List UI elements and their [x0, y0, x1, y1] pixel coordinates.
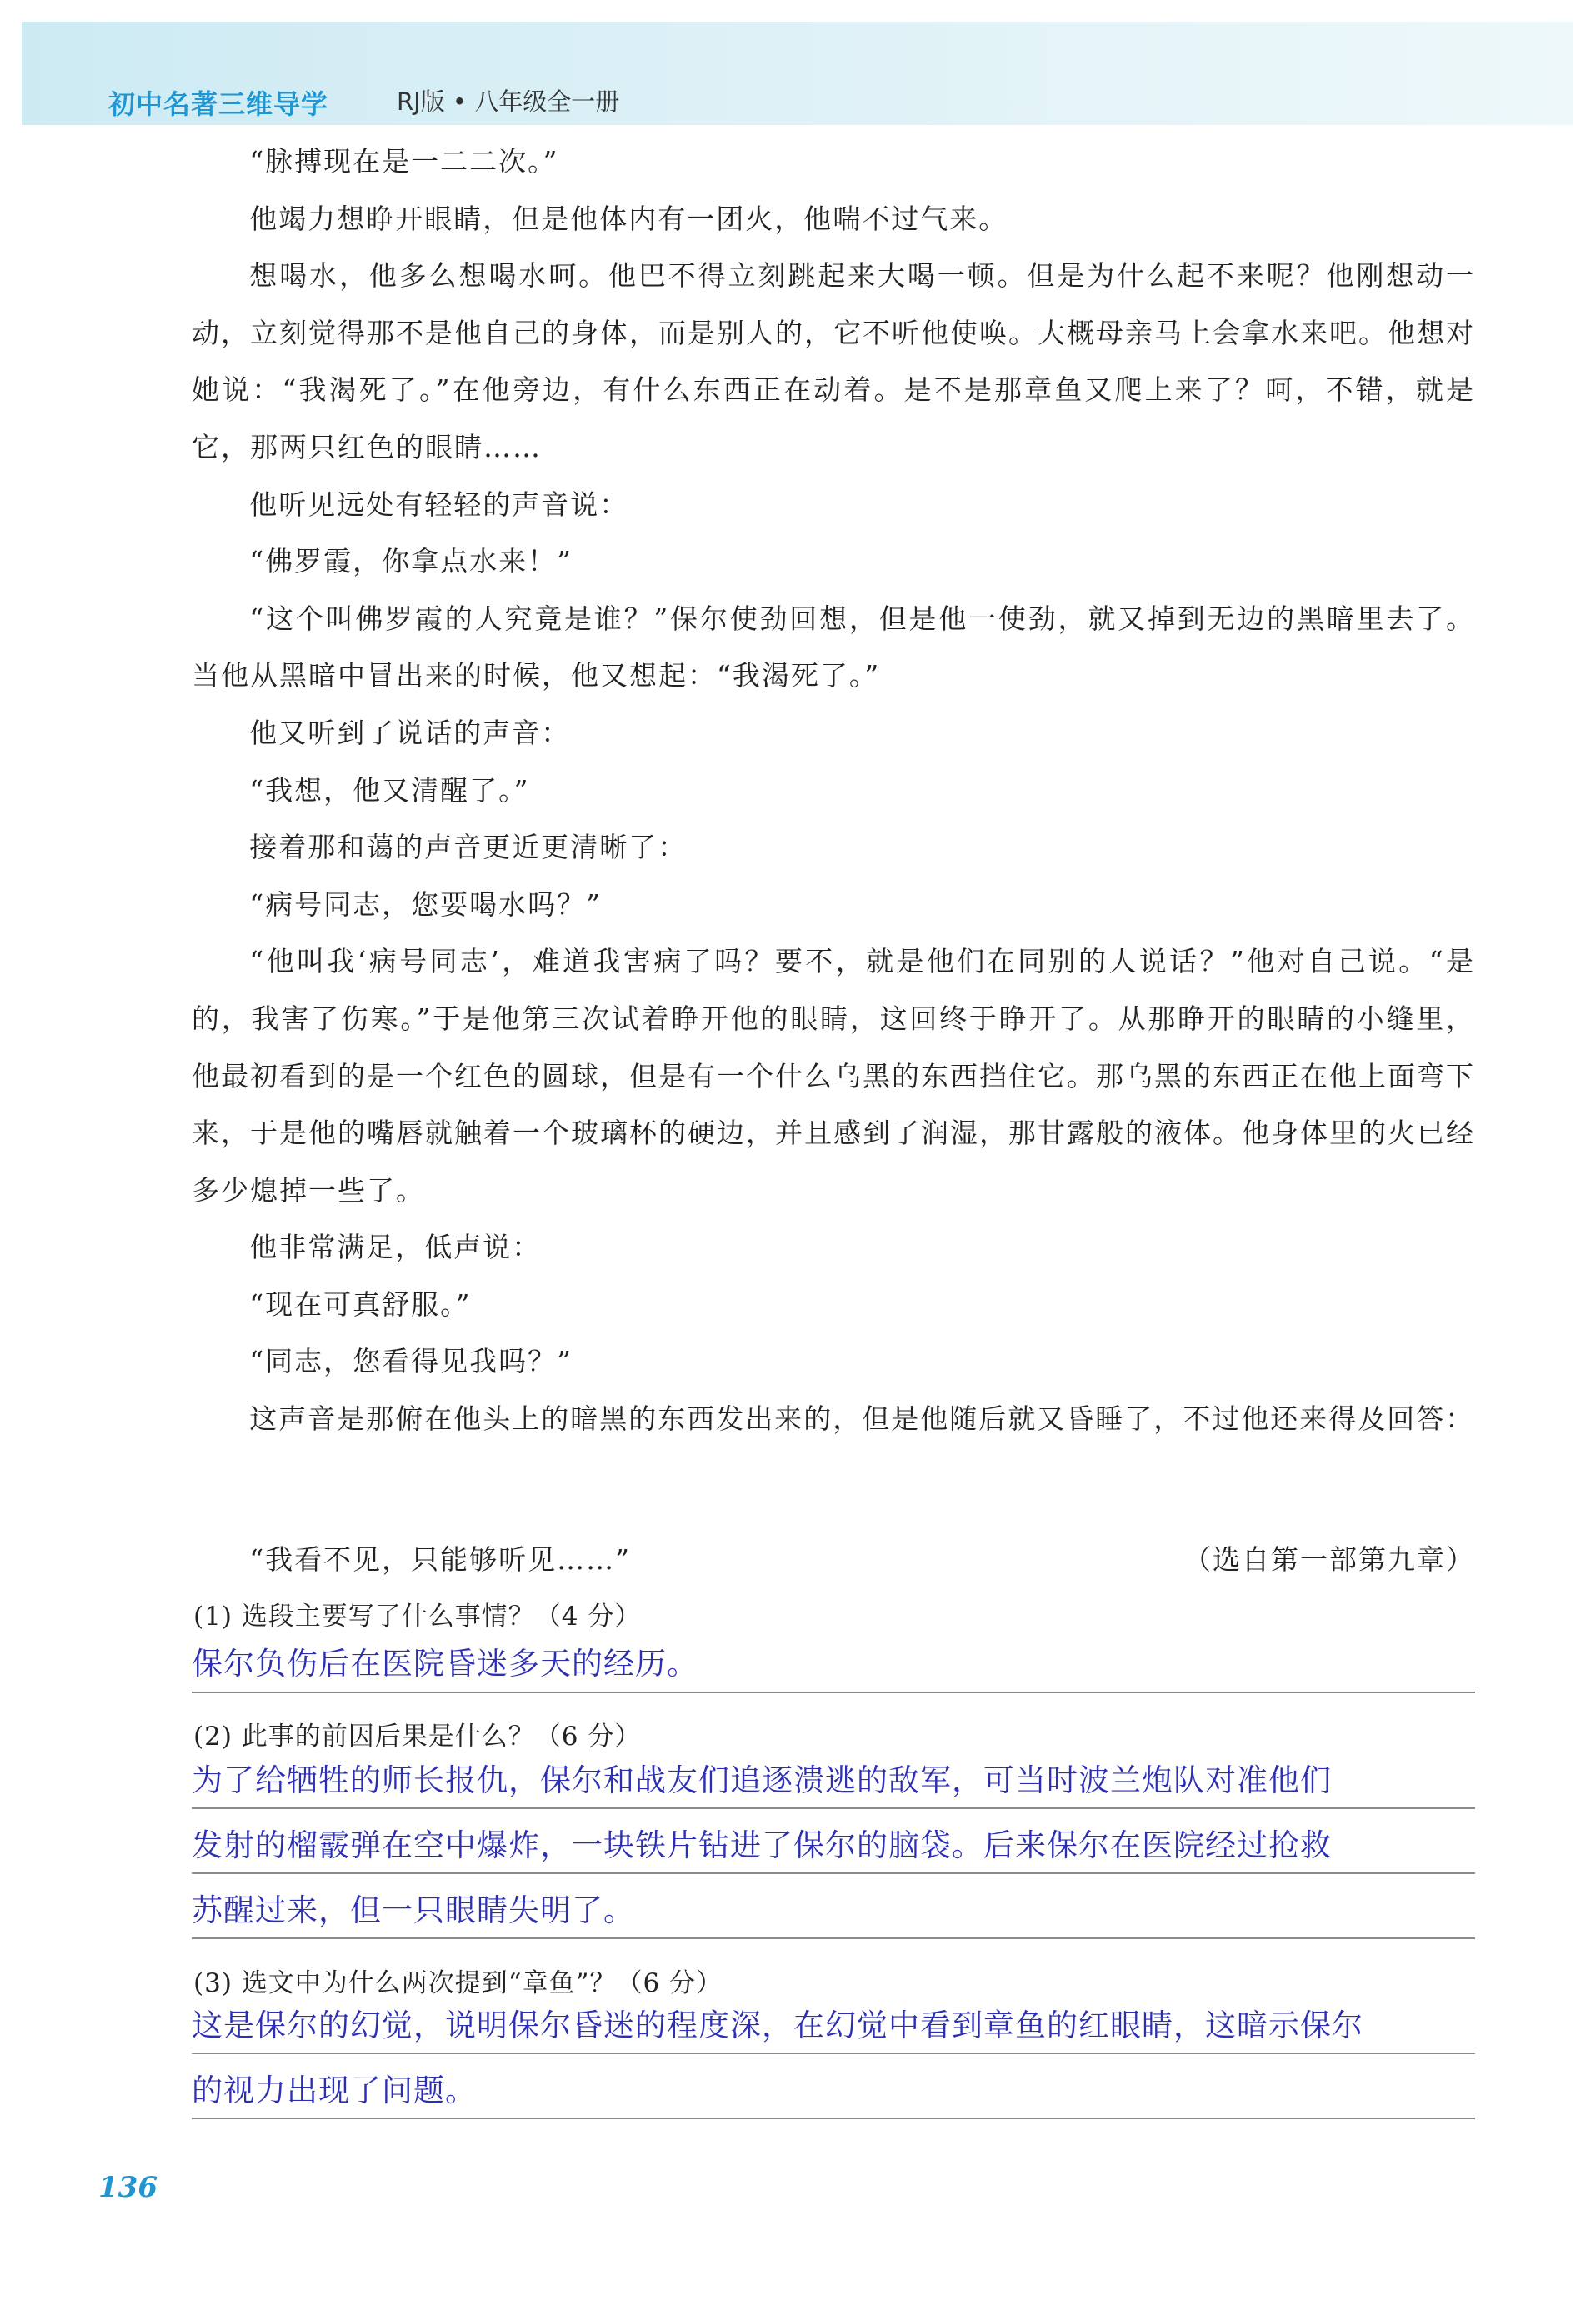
answer-rule [192, 2118, 1475, 2119]
question-3-title: (3) 选文中为什么两次提到“章鱼”？（6 分） [193, 1968, 723, 1998]
paragraph: “脉搏现在是一二二次。” [249, 145, 559, 178]
answer-line: 这是保尔的幻觉，说明保尔昏迷的程度深，在幻觉中看到章鱼的红眼睛，这暗示保尔 [192, 2008, 1363, 2043]
paragraph: 他又听到了说话的声音： [249, 716, 571, 749]
paragraph: “他叫我‘病号同志’，难道我害病了吗？要不，就是他们在同别的人说话？”他对自己说。“是的，我害了伤寒。”于是他第三次试着睁开他的眼睛，这回终于睁开了。从那睁开的眼睛的小缝里，他最初看到的是一个红色的圆球，但是有一个什么乌黑的东西挡住它。那乌黑的东西正在他上面弯下来，于是他的嘴唇就触着一个玻璃杯的硬边，并且感到了润湿，那甘露般的液体。他身体里的火已经多少熄掉一些了。 [192, 945, 1475, 1207]
paragraph: “我想，他又清醒了。” [249, 773, 530, 807]
answer-1 [192, 1632, 1475, 1697]
paragraph: 他听见远处有轻轻的声音说： [249, 488, 629, 521]
last-quote: “我看不见，只能够听见……” [249, 1543, 632, 1576]
answer-line: 苏醒过来，但一只眼睛失明了。 [192, 1892, 635, 1928]
page-number: 136 [98, 2171, 158, 2204]
answer-line: 保尔负伤后在医院昏迷多天的经历。 [192, 1646, 698, 1682]
answer-line: 为了给牺牲的师长报仇，保尔和战友们追逐溃逃的敌军，可当时波兰炮队对准他们 [192, 1762, 1332, 1798]
paragraph: “同志，您看得见我吗？” [249, 1345, 573, 1378]
answer-rule [192, 1692, 1475, 1693]
answer-rule [192, 1808, 1475, 1809]
book-title: 初中名著三维导学 [108, 88, 329, 120]
answer-line: 的视力出现了问题。 [192, 2072, 477, 2108]
paragraph: 接着那和蔼的声音更近更清晰了： [249, 831, 688, 864]
edition-label: RJ版 • 八年级全一册 [397, 88, 620, 116]
paragraph: “这个叫佛罗霞的人究竟是谁？”保尔使劲回想，但是他一使劲，就又掉到无边的黑暗里去了。当他从黑暗中冒出来的时候，他又想起：“我渴死了。” [192, 602, 1475, 692]
answer-3 [192, 1993, 1475, 2123]
answer-rule [192, 1938, 1475, 1939]
passage [192, 133, 1475, 1448]
closing-line [192, 1532, 1475, 1588]
question-2-title: (2) 此事的前因后果是什么？（6 分） [193, 1722, 642, 1752]
paragraph: “病号同志，您要喝水吗？” [249, 888, 603, 921]
source-citation: （选自第一部第九章） [1183, 1543, 1475, 1576]
answer-2 [192, 1748, 1475, 1943]
paragraph: 这声音是那俯在他头上的暗黑的东西发出来的，但是他随后就又昏睡了，不过他还来得及回答： [249, 1402, 1475, 1436]
answer-rule [192, 1872, 1475, 1874]
paragraph: 想喝水，他多么想喝水呵。他巴不得立刻跳起来大喝一顿。但是为什么起不来呢？他刚想动一动，立刻觉得那不是他自己的身体，而是别人的，它不听他使唤。大概母亲马上会拿水来吧。他想对她说：“我渴死了。”在他旁边，有什么东西正在动着。是不是那章鱼又爬上来了？呵，不错，就是它，那两只红色的眼睛…… [192, 259, 1475, 463]
answer-line: 发射的榴霰弹在空中爆炸，一块铁片钻进了保尔的脑袋。后来保尔在医院经过抢救 [192, 1828, 1332, 1863]
paragraph: “佛罗霞，你拿点水来！” [249, 545, 573, 578]
paragraph: 他竭力想睁开眼睛，但是他体内有一团火，他喘不过气来。 [249, 202, 1008, 235]
paragraph: 他非常满足，低声说： [249, 1231, 542, 1264]
paragraph: “现在可真舒服。” [249, 1288, 472, 1321]
question-1-title: (1) 选段主要写了什么事情？（4 分） [193, 1602, 642, 1632]
answer-rule [192, 2052, 1475, 2054]
